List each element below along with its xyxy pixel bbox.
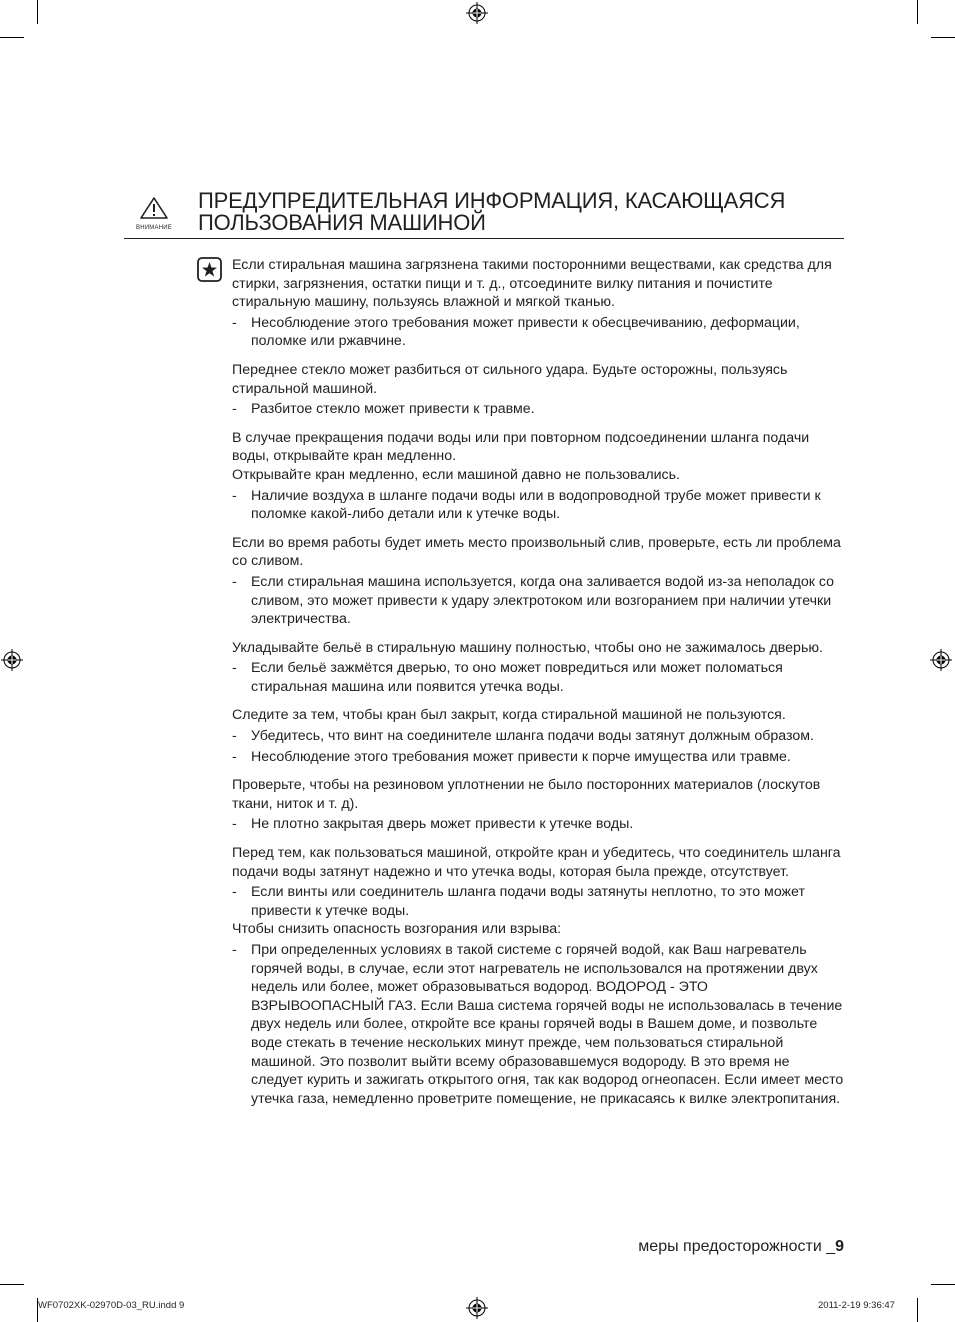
consequence-item: - Не плотно закрытая дверь может привести к утечке воды. <box>232 815 844 834</box>
consequence-item: - Наличие воздуха в шланге подачи воды или в водопроводной трубе может привести к поломке какой-либо детали или к утечке воды. <box>232 487 844 524</box>
crop-mark-top-left-vertical <box>37 0 38 24</box>
precaution-text: Проверьте, чтобы на резиновом уплотнении не было посторонних материалов (лоскутов ткани, ниток и т. д). <box>232 777 821 812</box>
precaution-text: Следите за тем, чтобы кран был закрыт, когда стиральной машиной не пользуются. <box>232 707 786 724</box>
registration-mark-icon <box>1 649 23 671</box>
footer-section-name: меры предосторожности _ <box>638 1238 836 1255</box>
crop-mark-bottom-right-horizontal <box>931 1284 955 1285</box>
consequence-item: - Если винты или соединитель шланга подачи воды затянуты неплотно, то это может привести к утечке воды. <box>232 883 844 920</box>
precaution-text: Если стиральная машина загрязнена такими посторонними веществами, как средства для стирки, загрязнения, остатки пищи и т. д., отсоедините вилку питания и почистите стиральную машину, пользуясь влажной и мягкой тканью. <box>232 257 832 311</box>
registration-mark-icon <box>466 1297 488 1319</box>
consequence-item: - Убедитесь, что винт на соединителе шланга подачи воды затянут должным образом. <box>232 727 844 746</box>
consequence-item: - При определенных условиях в такой системе с горячей водой, как Ваш нагреватель горячей воды, в случае, если этот нагреватель не использовался на протяжении двух недель или более, может образовываться водород. ВОДОРОД - ЭТО ВЗРЫВООПАСНЫЙ ГАЗ. Если Ваша система горячей воды не использовалась в течение двух недель или более, откройте все краны горячей воды в Вашем доме, и позвольте воде стекать в течение нескольких минут прежде, чем пользоваться стиральной машиной. Это позволит выйти всему образовавшемуся водороду. В это время не следует курить и зажигать открытого огня, так как водород огнеопасен. Если имеет место утечка газа, немедленно проветрите помещение, не прикасаясь к вилке электропитания. <box>232 941 844 1108</box>
precaution-section <box>232 920 844 1108</box>
precaution-section <box>232 361 844 419</box>
print-slug-datetime: 2011-2-19 9:36:47 <box>818 1300 895 1311</box>
page-title-line1: ПРЕДУПРЕДИТЕЛЬНАЯ ИНФОРМАЦИЯ, КАСАЮЩАЯСЯ <box>198 188 786 213</box>
consequence-list <box>232 727 844 766</box>
consequence-item: - Разбитое стекло может привести к травме. <box>232 400 844 419</box>
precaution-section <box>232 844 844 920</box>
precaution-text: Если во время работы будет иметь место произвольный слив, проверьте, есть ли проблема со сливом. <box>232 534 841 570</box>
precaution-section <box>232 639 844 697</box>
crop-mark-bottom-left-horizontal <box>0 1284 24 1285</box>
consequence-list <box>232 314 844 351</box>
print-slug-file: WF0702XK-02970D-03_RU.indd 9 <box>38 1300 185 1311</box>
warning-triangle-icon <box>139 196 169 220</box>
precaution-section <box>232 256 844 351</box>
consequence-list <box>232 883 844 920</box>
page-footer <box>638 1238 844 1256</box>
star-note-icon <box>197 257 222 282</box>
crop-mark-bottom-right-vertical <box>917 1298 918 1322</box>
consequence-item: - Если бельё зажмётся дверью, то оно может повредиться или может поломаться стиральная машина или появится утечка воды. <box>232 659 844 696</box>
precaution-text: В случае прекращения подачи воды или при повторном подсоединении шланга подачи воды, открывайте кран медленно. <box>232 429 810 465</box>
consequence-item: - Несоблюдение этого требования может привести к обесцвечиванию, деформации, поломке или ржавчине. <box>232 314 844 351</box>
precaution-text: Перед тем, как пользоваться машиной, откройте кран и убедитесь, что соединитель шланга подачи воды затянут надежно и что утечка воды, которая была прежде, отсутствует. <box>232 845 841 880</box>
warning-label: ВНИМАНИЕ <box>136 225 172 231</box>
precaution-section <box>232 706 844 766</box>
registration-mark-icon <box>930 649 952 671</box>
precaution-text: Открывайте кран медленно, если машиной давно не пользовались. <box>232 466 680 483</box>
page-title-line2: ПОЛЬЗОВАНИЯ МАШИНОЙ <box>198 210 486 235</box>
precaution-section <box>232 534 844 629</box>
precaution-section <box>232 429 844 524</box>
crop-mark-top-right-horizontal <box>931 37 955 38</box>
precaution-text: Укладывайте бельё в стиральную машину полностью, чтобы оно не зажималось дверью. <box>232 639 823 656</box>
consequence-list <box>232 659 844 696</box>
precaution-section <box>232 776 844 834</box>
precautions-content <box>232 256 844 1118</box>
precaution-text: Переднее стекло может разбиться от сильного удара. Будьте осторожны, пользуясь стиральной машиной. <box>232 361 788 397</box>
page-title <box>198 190 785 234</box>
crop-mark-top-right-vertical <box>917 0 918 24</box>
page-number: 9 <box>835 1238 844 1255</box>
consequence-list <box>232 487 844 524</box>
consequence-item: - Несоблюдение этого требования может привести к порче имущества или травме. <box>232 748 844 767</box>
precaution-text: Чтобы снизить опасность возгорания или взрыва: <box>232 921 562 938</box>
consequence-list <box>232 815 844 834</box>
warning-badge <box>124 196 184 231</box>
registration-mark-icon <box>466 2 488 24</box>
consequence-list <box>232 573 844 629</box>
consequence-list <box>232 400 844 419</box>
consequence-item: - Если стиральная машина используется, когда она заливается водой из-за неполадок со сливом, это может привести к удару электротоком или возгоранием при наличии утечки электричества. <box>232 573 844 629</box>
crop-mark-top-left-horizontal <box>0 37 24 38</box>
section-header <box>124 188 844 239</box>
consequence-list <box>232 941 844 1108</box>
